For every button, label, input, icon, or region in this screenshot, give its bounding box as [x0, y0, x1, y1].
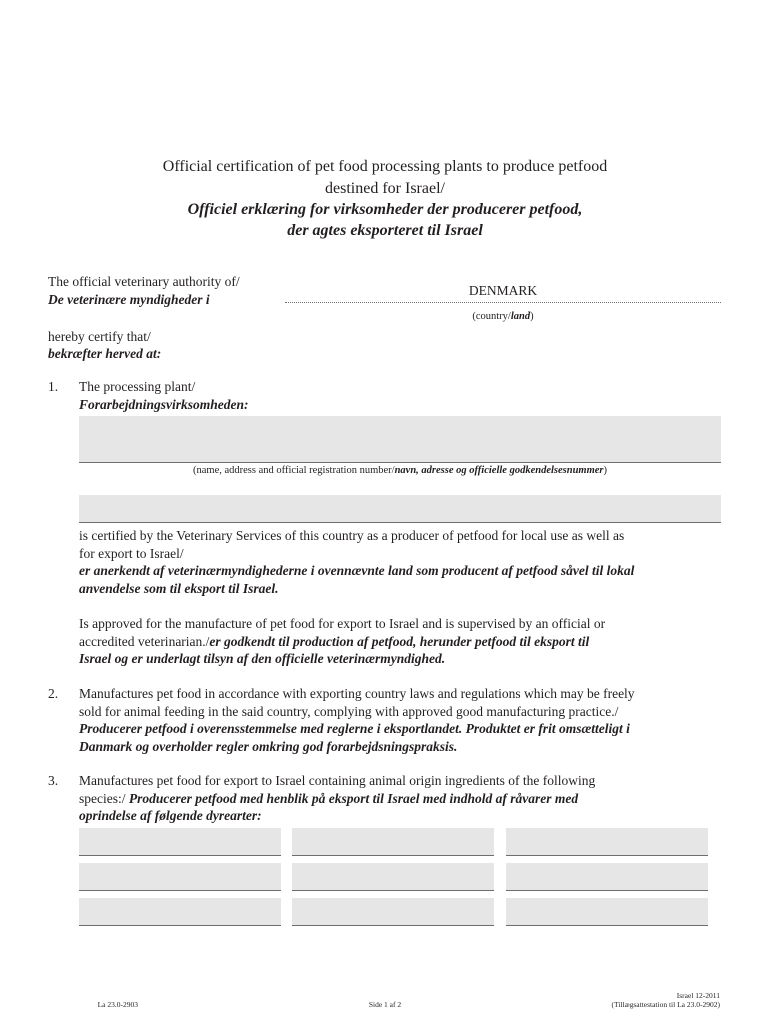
species-field-1[interactable] [79, 828, 281, 856]
item1-para2-en-2: accredited veterinarian./ [79, 634, 210, 649]
species-field-4[interactable] [79, 863, 281, 891]
species-field-2[interactable] [292, 828, 494, 856]
item3-line-2 [79, 790, 578, 808]
country-line [285, 302, 721, 303]
footer-right-1: Israel 12-2011 [676, 991, 720, 1000]
item2-en-1: Manufactures pet food in accordance with exporting country laws and regulations which may be freely [79, 686, 635, 701]
title-en-line-2: destined for Israel/ [325, 180, 445, 197]
footer-center: Side 1 af 2 [368, 1000, 402, 1009]
item2-en-2: sold for animal feeding in the said country, complying with approved good manufacturing practice./ [79, 704, 619, 719]
plant-field-caption [79, 465, 721, 476]
item1-para2-da-2: er godkendt til production af petfood, herunder petfood til eksport til [209, 634, 590, 649]
item3-da-2: Producerer petfood med henblik på eksport til Israel med indhold af råvarer med [128, 791, 579, 806]
item3-number: 3. [48, 773, 59, 788]
species-field-5[interactable] [292, 863, 494, 891]
item3-en-2: species:/ [79, 791, 129, 806]
item1-para1-en-1: is certified by the Veterinary Services of this country as a producer of petfood for local use as well as [79, 528, 625, 543]
title-da-line-2: der agtes eksporteret til Israel [287, 222, 483, 239]
footer-right-2: (Tillægsattestation til La 23.0-2902) [611, 1000, 720, 1009]
title-en-line-1: Official certification of pet food processing plants to produce petfood [162, 158, 608, 175]
plant-caption-en: (name, address and official registration number/ [193, 465, 395, 476]
species-field-9[interactable] [506, 898, 708, 926]
footer-left: La 23.0-2903 [97, 1000, 138, 1009]
country-caption-en: (country/ [472, 311, 511, 322]
plant-caption-da: navn, adresse og officielle godkendelsesnummer [394, 465, 604, 476]
title-da-line-1: Officiel erklæring for virksomheder der producerer petfood, [187, 201, 583, 218]
item1-para1-da-1: er anerkendt af veterinærmyndighederne i ovennævnte land som producent af petfood såvel til lokal [79, 563, 635, 578]
plant-caption-end: ) [603, 465, 607, 476]
species-field-7[interactable] [79, 898, 281, 926]
country-caption-da: land [510, 311, 531, 322]
item1-para2-da-3: Israel og er underlagt tilsyn af den officielle veterinærmyndighed. [79, 651, 446, 666]
item1-label-da: Forarbejdningsvirksomheden: [79, 397, 249, 412]
species-field-8[interactable] [292, 898, 494, 926]
certify-en: hereby certify that/ [48, 329, 151, 344]
item3-da-3: oprindelse af følgende dyrearter: [79, 808, 262, 823]
item1-para1-da-2: anvendelse som til eksport til Israel. [79, 581, 279, 596]
species-field-3[interactable] [506, 828, 708, 856]
country-caption [285, 311, 721, 322]
item1-number: 1. [48, 379, 59, 394]
item1-para2-en-1: Is approved for the manufacture of pet food for export to Israel and is supervised by an official or [79, 616, 606, 631]
item2-number: 2. [48, 686, 59, 701]
item1-para1-en-2: for export to Israel/ [79, 546, 184, 561]
item1-label-en: The processing plant/ [79, 379, 196, 394]
country-caption-end: ) [530, 311, 534, 322]
plant-name-field[interactable] [79, 416, 721, 463]
item3-en-1: Manufactures pet food for export to Israel containing animal origin ingredients of the following [79, 773, 596, 788]
authority-label-da: De veterinære myndigheder i [48, 292, 210, 307]
item2-da-2: Danmark og overholder regler omkring god forarbejdsningspraksis. [79, 739, 458, 754]
item2-da-1: Producerer petfood i overensstemmelse med reglerne i eksportlandet. Produktet er frit omsætteligt i [79, 721, 630, 736]
country-value[interactable]: DENMARK [468, 283, 538, 298]
item1-para2-line-2 [79, 633, 589, 651]
plant-registration-field[interactable] [79, 495, 721, 523]
certify-da: bekræfter herved at: [48, 346, 162, 361]
species-field-6[interactable] [506, 863, 708, 891]
authority-label-en: The official veterinary authority of/ [48, 274, 240, 289]
